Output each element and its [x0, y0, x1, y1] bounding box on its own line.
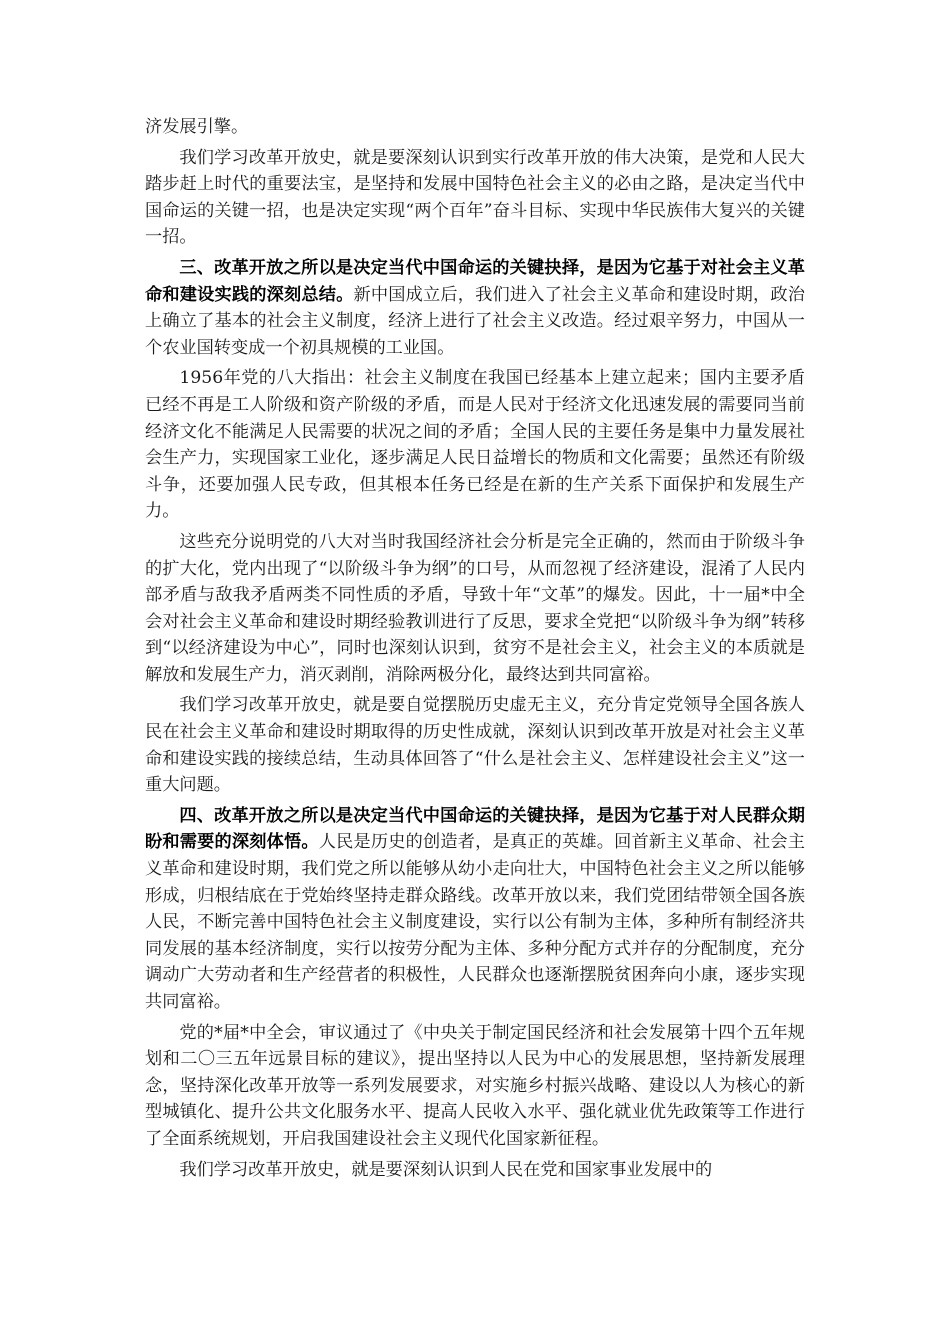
paragraph-study-reform-3: 我们学习改革开放史，就是要深刻认识到人民在党和国家事业发展中的: [179, 1159, 713, 1180]
paragraph-study-reform-2: 我们学习改革开放史，就是要自觉摆脱历史虚无主义，充分肯定党领导全国各族人民在社会主义革命和建设时期取得的历史性成就，深刻认识到改革开放是对社会主义革命和建设实践的接续总结，生动具体回答了“什么是社会主义、怎样建设社会主义”这一重大问题。: [145, 695, 805, 796]
section-four-heading: 四、改革开放之所以是决定当代中国命运的关键抉择，是因为它基于对人民群众期盼和需要的深刻体悟。: [145, 805, 805, 853]
paragraph-eighth-congress: 1956年党的八大指出：社会主义制度在我国已经基本上建立起来；国内主要矛盾已经不再是工人阶级和资产阶级的矛盾，而是人民对于经济文化迅速发展的需要同当前经济文化不能满足人民需要的状况之间的矛盾；全国人民的主要任务是集中力量发展社会生产力，实现国家工业化，逐步满足人民日益增长的物质和文化需要；虽然还有阶级斗争，还要加强人民专政，但其根本任务已经是在新的生产关系下面保护和发展生产力。: [145, 368, 805, 522]
paragraph-continuation: 济发展引擎。: [145, 117, 249, 137]
document-page: [145, 114, 805, 1183]
paragraph-section-three: [145, 255, 805, 361]
paragraph-study-reform-1: 我们学习改革开放史，就是要深刻认识到实行改革开放的伟大决策，是党和人民大踏步赶上时代的重要法宝，是坚持和发展中国特色社会主义的必由之路，是决定当代中国命运的关键一招，也是决定实现“两个百年”奋斗目标、实现中华民族伟大复兴的关键一招。: [145, 147, 805, 248]
paragraph-class-struggle: 这些充分说明党的八大对当时我国经济社会分析是完全正确的，然而由于阶级斗争的扩大化，党内出现了“以阶级斗争为纲”的口号，从而忽视了经济建设，混淆了人民内部矛盾与敌我矛盾两类不同性质的矛盾，导致十年“文革”的爆发。因此，十一届*中全会对社会主义革命和建设时期经验教训进行了反思，要求全党把“以阶级斗争为纲”转移到“以经济建设为中心”，同时也深刻认识到，贫穷不是社会主义，社会主义的本质就是解放和发展生产力，消灭剥削，消除两极分化，最终达到共同富裕。: [145, 531, 805, 685]
section-three-text: 新中国成立后，我们进入了社会主义革命和建设时期，政治上确立了基本的社会主义制度，经济上进行了社会主义改造。经过艰辛努力，中国从一个农业国转变成一个初具规模的工业国。: [145, 284, 805, 358]
paragraph-five-year-plan: 党的*届*中全会，审议通过了《中央关于制定国民经济和社会发展第十四个五年规划和二〇三五年远景目标的建议》，提出坚持以人民为中心的发展思想，坚持新发展理念，坚持深化改革开放等一系列发展要求，对实施乡村振兴战略、建设以人为核心的新型城镇化、提升公共文化服务水平、提高人民收入水平、强化就业优先政策等工作进行了全面系统规划，开启我国建设社会主义现代化国家新征程。: [145, 1022, 805, 1149]
section-three-heading: 三、改革开放之所以是决定当代中国命运的关键抉择，是因为它基于对社会主义革命和建设实践的深刻总结。: [145, 257, 805, 305]
paragraph-section-four: [145, 803, 805, 1016]
section-four-text: 人民是历史的创造者，是真正的英雄。回首新主义革命、社会主义革命和建设时期，我们党之所以能够从幼小走向壮大，中国特色社会主义之所以能够形成，归根结底在于党始终坚持走群众路线。改革开放以来，我们党团结带领全国各族人民，不断完善中国特色社会主义制度建设，实行以公有制为主体，多种所有制经济共同发展的基本经济制度，实行以按劳分配为主体、多种分配方式并存的分配制度，充分调动广大劳动者和生产经营者的积极性，人民群众也逐渐摆脱贫困奔向小康，逐步实现共同富裕。: [145, 832, 805, 1012]
